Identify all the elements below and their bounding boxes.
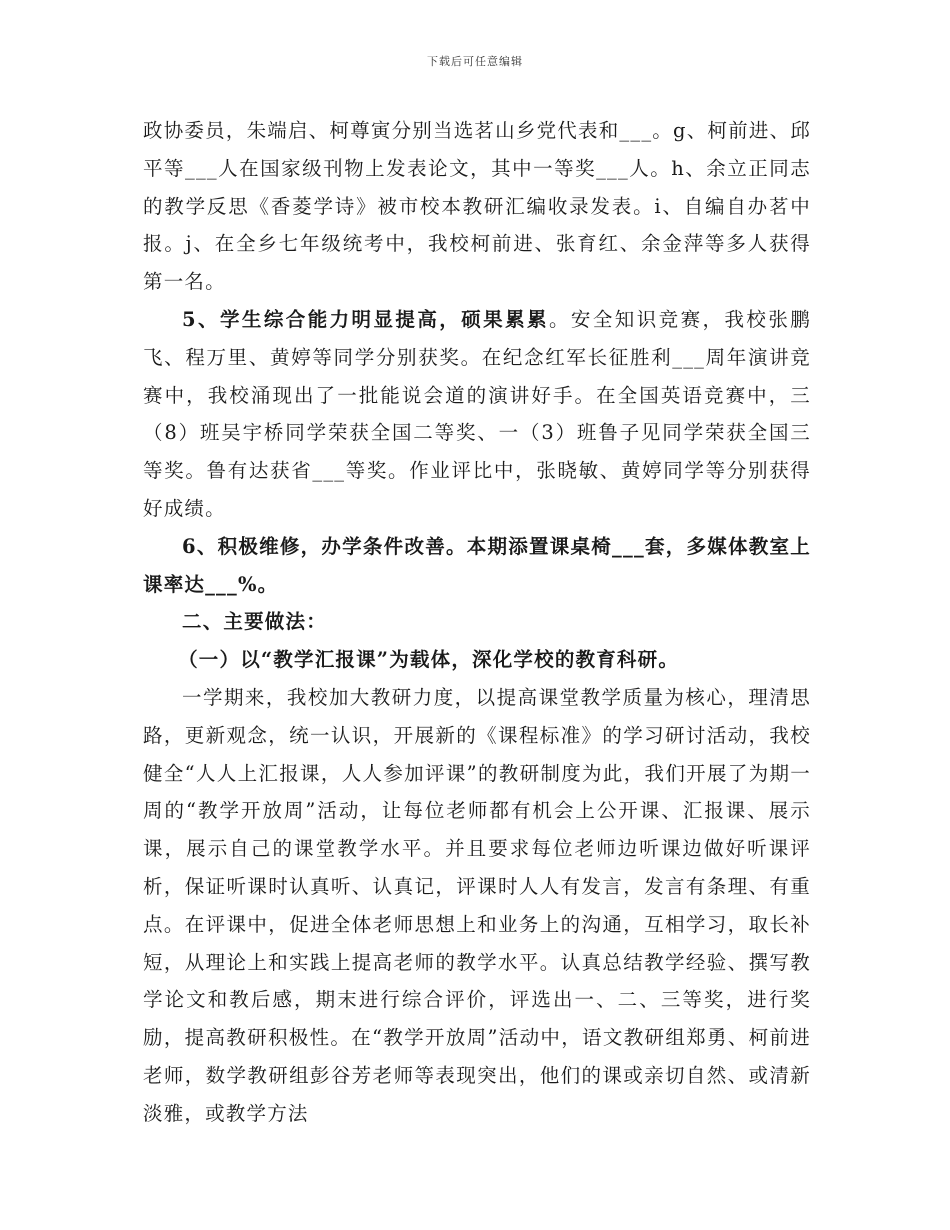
- document-body: [143, 112, 811, 1133]
- page-header: 下载后可任意编辑: [427, 55, 523, 68]
- paragraph-awards-staff: 政协委员，朱端启、柯尊寅分别当选茗山乡党代表和___。g、柯前进、邱平等___人在国家级刊物上发表论文，其中一等奖___人。h、余立正同志的教学反思《香菱学诗》被市校本教研汇编收录发表。i、自编自办茗中报。j、在全乡七年级统考中，我校柯前进、张育红、余金萍等多人获得第一名。: [143, 119, 811, 294]
- paragraph-body-text: 。安全知识竞赛，我校张鹏飞、程万里、黄婷等同学分别获奖。在纪念红军长征胜利___周年演讲竞赛中，我校涌现出了一批能说会道的演讲好手。在全国英语竞赛中，三（8）班吴宇桥同学荣获全国二等奖、一（3）班鲁子见同学荣获全国三等奖。鲁有达获省___等奖。作业评比中，张晓敏、黄婷同学等分别获得好成绩。: [143, 307, 812, 520]
- paragraph-lead-bold: 5、学生综合能力明显提高，硕果累累: [182, 307, 549, 331]
- paragraph-student-achievements: [143, 301, 811, 528]
- paragraph-facilities: 6、积极维修，办学条件改善。本期添置课桌椅___套，多媒体教室上课率达___%。: [143, 534, 811, 596]
- subsection-heading: （一）以“教学汇报课”为载体，深化学校的教育科研。: [178, 648, 680, 672]
- section-heading: 二、主要做法：: [182, 610, 327, 634]
- paragraph-teaching-research: 一学期来，我校加大教研力度，以提高课堂教学质量为核心，理清思路，更新观念，统一认识，开展新的《课程标准》的学习研讨活动，我校健全“人人上汇报课，人人参加评课”的教研制度为此，我们开展了为期一周的“教学开放周”活动，让每位老师都有机会上公开课、汇报课、展示课，展示自己的课堂教学水平。并且要求每位老师边听课边做好听课评析，保证听课时认真听、认真记，评课时人人有发言，发言有条理、有重点。在评课中，促进全体老师思想上和业务上的沟通，互相学习，取长补短，从理论上和实践上提高老师的教学水平。认真总结教学经验、撰写教学论文和教后感，期末进行综合评价，评选出一、二、三等奖，进行奖励，提高教研积极性。在“教学开放周”活动中，语文教研组郑勇、柯前进老师，数学教研组彭谷芳老师等表现突出，他们的课或亲切自然、或清新淡雅，或教学方法: [143, 685, 811, 1125]
